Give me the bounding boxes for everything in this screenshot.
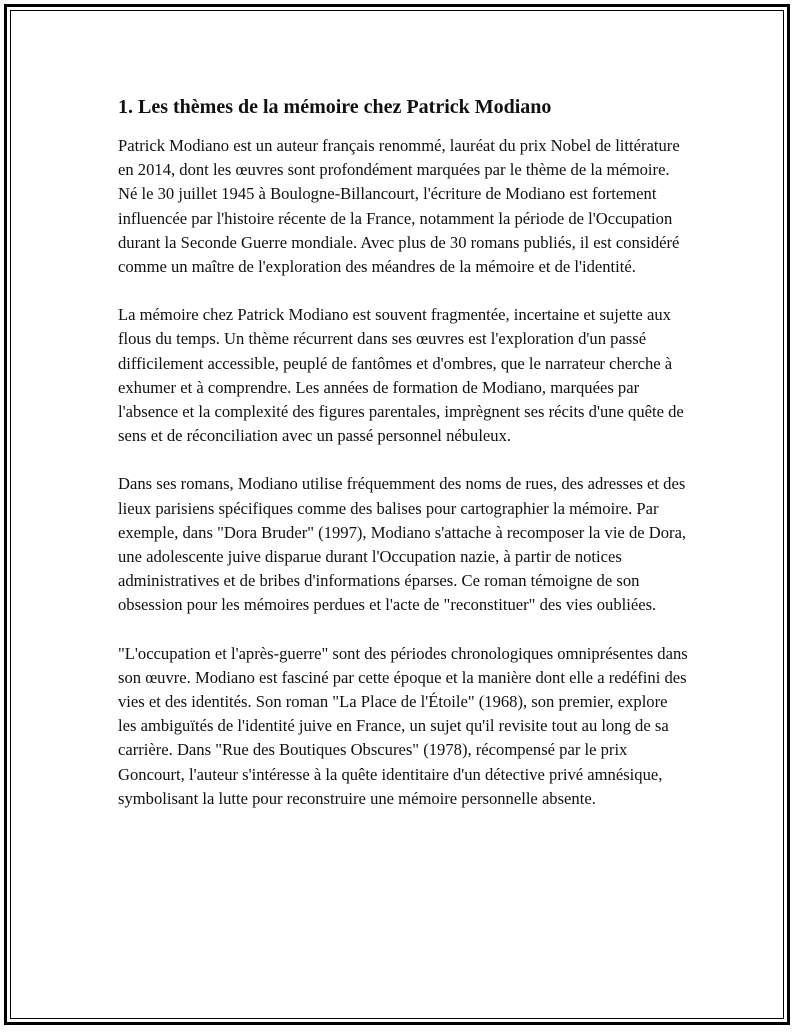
- paragraph-4: "L'occupation et l'après-guerre" sont des périodes chronologiques omniprésentes dans son œuvre. Modiano est fasciné par cette époque et la manière dont elle a redéfini des vies et des identités. Son roman "La Place de l'Étoile" (1968), son premier, explore les ambiguïtés de l'identité juive en France, un sujet qu'il revisite tout au long de sa carrière. Dans "Rue des Boutiques Obscures" (1978), récompensé par le prix Goncourt, l'auteur s'intéresse à la quête identitaire d'un détective privé amnésique, symbolisant la lutte pour reconstruire une mémoire personnelle absente.: [118, 643, 688, 808]
- paragraph-3: Dans ses romans, Modiano utilise fréquemment des noms de rues, des adresses et des lieux parisiens spécifiques comme des balises pour cartographier la mémoire. Par exemple, dans "Dora Bruder" (1997), Modiano s'attache à recomposer la vie de Dora, une adolescente juive disparue durant l'Occupation nazie, à partir de notices administratives et de bribes d'informations éparses. Ce roman témoigne de son obsession pour les mémoires perdues et l'acte de "reconstituer" des vies oubliées.: [118, 474, 687, 615]
- paragraph-1: Patrick Modiano est un auteur français renommé, lauréat du prix Nobel de littérature en 2014, dont les œuvres sont profondément marquées par le thème de la mémoire. Né le 30 juillet 1945 à Boulogne-Billancourt, l'écriture de Modiano est fortement influencée par l'histoire récente de la France, notamment la période de l'Occupation durant la Seconde Guerre mondiale. Avec plus de 30 romans publiés, il est considéré comme un maître de l'exploration des méandres de la mémoire et de l'identité.: [118, 136, 680, 277]
- paragraph-2: La mémoire chez Patrick Modiano est souvent fragmentée, incertaine et sujette aux flous du temps. Un thème récurrent dans ses œuvres est l'exploration d'un passé difficilement accessible, peuplé de fantômes et d'ombres, que le narrateur cherche à exhumer et à comprendre. Les années de formation de Modiano, marquées par l'absence et la complexité des figures parentales, imprègnent ses récits d'une quête de sens et de réconciliation avec un passé personnel nébuleux.: [118, 305, 684, 446]
- document-body: [118, 94, 688, 835]
- section-title: 1. Les thèmes de la mémoire chez Patrick Modiano: [118, 96, 552, 118]
